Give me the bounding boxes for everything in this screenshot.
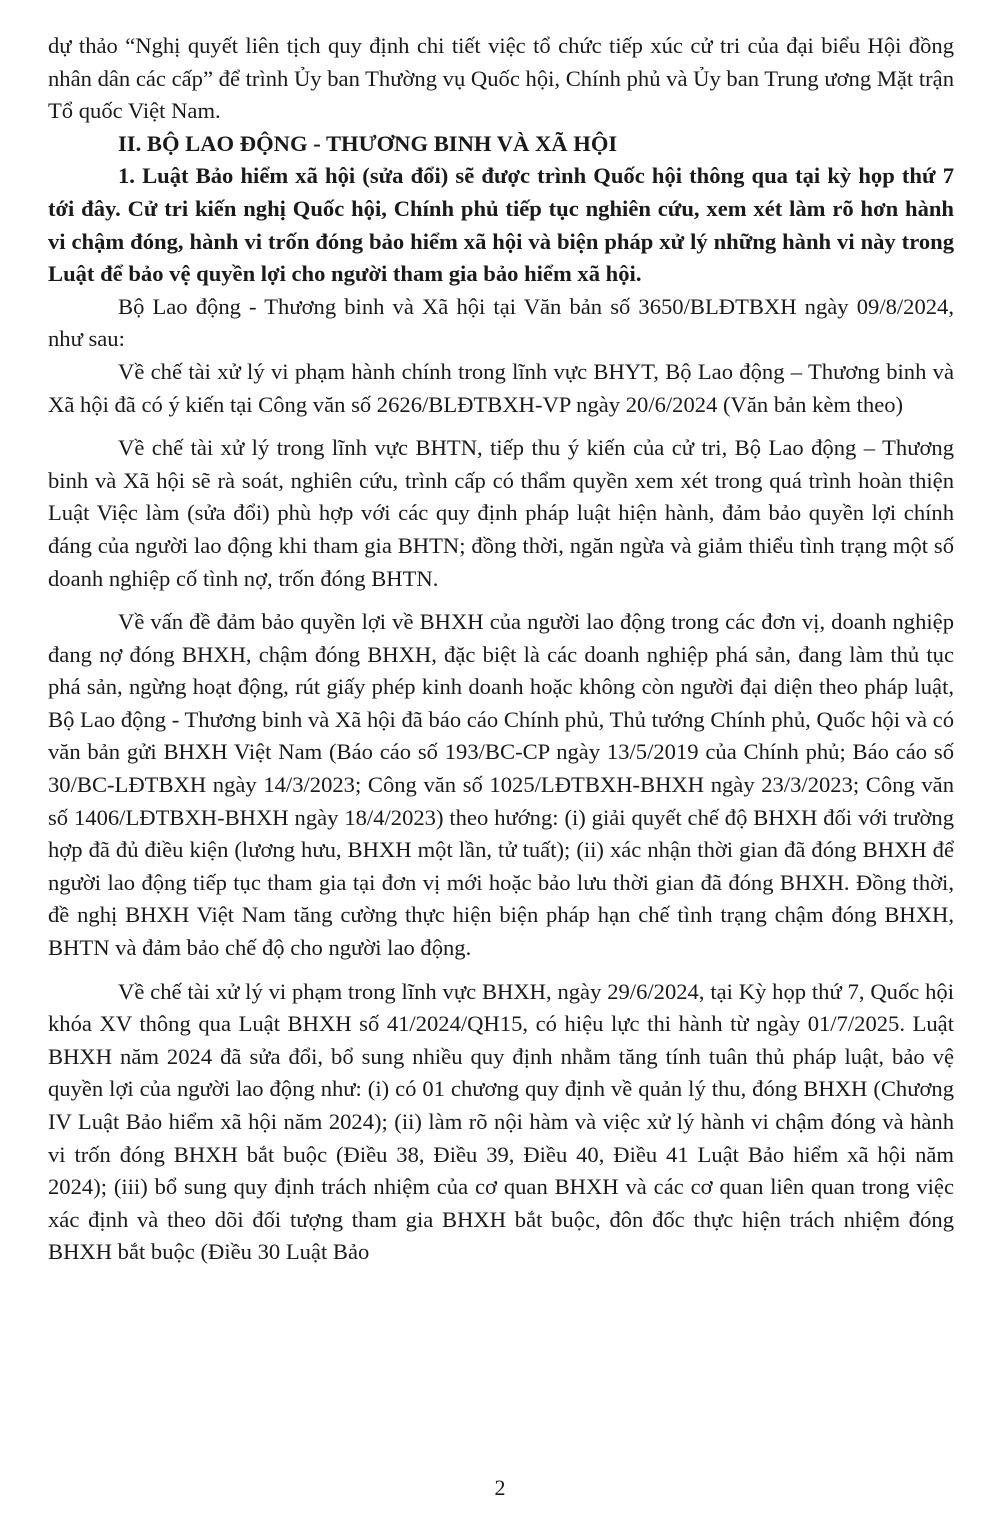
body-paragraph: Về chế tài xử lý vi phạm trong lĩnh vực BHXH, ngày 29/6/2024, tại Kỳ họp thứ 7, Quốc hội khóa XV thông qua Luật BHXH số 41/2024/QH15, có hiệu lực thi hành từ ngày 01/7/2025. Luật BHXH năm 2024 đã sửa đổi, bổ sung nhiều quy định nhằm tăng tính tuân thủ pháp luật, bảo vệ quyền lợi của người lao động như: (i) có 01 chương quy định về quản lý thu, đóng BHXH (Chương IV Luật Bảo hiểm xã hội năm 2024); (ii) làm rõ nội hàm và việc xử lý hành vi chậm đóng và hành vi trốn đóng BHXH bắt buộc (Điều 38, Điều 39, Điều 40, Điều 41 Luật Bảo hiểm xã hội năm 2024); (iii) bổ sung quy định trách nhiệm của cơ quan BHXH và các cơ quan liên quan trong việc xác định và theo dõi đối tượng tham gia BHXH bắt buộc, đôn đốc thực hiện trách nhiệm đóng BHXH bắt buộc (Điều 30 Luật Bảo [48,978,954,1265]
document-page [48,30,954,1269]
page-number: 2 [494,1475,506,1500]
item-1-title: 1. Luật Bảo hiểm xã hội (sửa đổi) sẽ được trình Quốc hội thông qua tại kỳ họp thứ 7 tới đây. Cử tri kiến nghị Quốc hội, Chính phủ tiếp tục nghiên cứu, xem xét làm rõ hơn hành vi chậm đóng, hành vi trốn đóng bảo hiểm xã hội và biện pháp xử lý những hành vi này trong Luật để bảo vệ quyền lợi cho người tham gia bảo hiểm xã hội. [48,163,954,287]
body-paragraph: Về chế tài xử lý vi phạm hành chính trong lĩnh vực BHYT, Bộ Lao động – Thương binh và Xã hội đã có ý kiến tại Công văn số 2626/BLĐTBXH-VP ngày 20/6/2024 (Văn bản kèm theo) [48,358,954,417]
body-paragraph: Về chế tài xử lý trong lĩnh vực BHTN, tiếp thu ý kiến của cử tri, Bộ Lao động – Thương binh và Xã hội sẽ rà soát, nghiên cứu, trình cấp có thẩm quyền xem xét trong quá trình hoàn thiện Luật Việc làm (sửa đổi) phù hợp với các quy định pháp luật hiện hành, đảm bảo quyền lợi chính đáng của người lao động khi tham gia BHTN; đồng thời, ngăn ngừa và giảm thiểu tình trạng một số doanh nghiệp cố tình nợ, trốn đóng BHTN. [48,435,954,591]
body-paragraph: Bộ Lao động - Thương binh và Xã hội tại Văn bản số 3650/BLĐTBXH ngày 09/8/2024, như sau: [48,293,954,352]
section-heading: II. BỘ LAO ĐỘNG - THƯƠNG BINH VÀ XÃ HỘI [118,130,618,156]
continuation-paragraph: dự thảo “Nghị quyết liên tịch quy định chi tiết việc tổ chức tiếp xúc cử tri của đại biểu Hội đồng nhân dân các cấp” để trình Ủy ban Thường vụ Quốc hội, Chính phủ và Ủy ban Trung ương Mặt trận Tổ quốc Việt Nam. [48,33,954,124]
body-paragraph: Về vấn đề đảm bảo quyền lợi về BHXH của người lao động trong các đơn vị, doanh nghiệp đang nợ đóng BHXH, chậm đóng BHXH, đặc biệt là các doanh nghiệp phá sản, đang làm thủ tục phá sản, ngừng hoạt động, rút giấy phép kinh doanh hoặc không còn người đại diện theo pháp luật, Bộ Lao động - Thương binh và Xã hội đã báo cáo Chính phủ, Thủ tướng Chính phủ, Quốc hội và có văn bản gửi BHXH Việt Nam (Báo cáo số 193/BC-CP ngày 13/5/2019 của Chính phủ; Báo cáo số 30/BC-LĐTBXH ngày 14/3/2023; Công văn số 1025/LĐTBXH-BHXH ngày 23/3/2023; Công văn số 1406/LĐTBXH-BHXH ngày 18/4/2023) theo hướng: (i) giải quyết chế độ BHXH đối với trường hợp đã đủ điều kiện (lương hưu, BHXH một lần, tử tuất); (ii) xác nhận thời gian đã đóng BHXH để người lao động tiếp tục tham gia tại đơn vị mới hoặc bảo lưu thời gian đã đóng BHXH. Đồng thời, đề nghị BHXH Việt Nam tăng cường thực hiện biện pháp hạn chế tình trạng chậm đóng BHXH, BHTN và đảm bảo chế độ cho người lao động. [48,609,954,961]
